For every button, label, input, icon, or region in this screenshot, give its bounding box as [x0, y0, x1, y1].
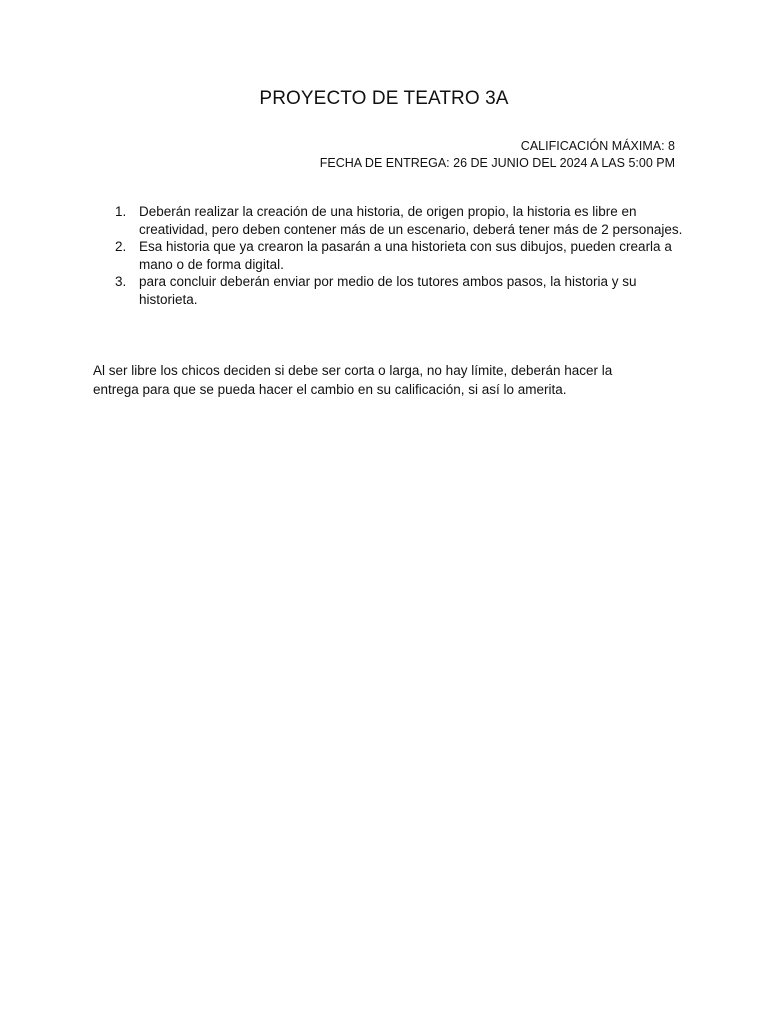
- instructions-list: [93, 203, 683, 308]
- list-item-number: 3.: [115, 274, 127, 289]
- list-item-text: Esa historia que ya crearon la pasarán a una historieta con sus dibujos, pueden crearla a mano o de forma digital.: [139, 239, 672, 272]
- list-item-number: 1.: [115, 204, 127, 219]
- list-item: [93, 238, 683, 273]
- due-date-text: FECHA DE ENTREGA: 26 DE JUNIO DEL 2024 A LAS 5:00 PM: [319, 156, 675, 170]
- list-item-text: para concluir deberán enviar por medio de los tutores ambos pasos, la historia y su historieta.: [139, 274, 637, 307]
- list-item-text: Deberán realizar la creación de una historia, de origen propio, la historia es libre en creatividad, pero deben contener más de un escenario, deberá tener más de 2 personajes.: [139, 204, 683, 237]
- list-item: [93, 273, 683, 308]
- assignment-meta: [320, 138, 675, 172]
- page-title: PROYECTO DE TEATRO 3A: [259, 88, 509, 109]
- max-grade-text: CALIFICACIÓN MÁXIMA: 8: [520, 139, 675, 153]
- list-item-number: 2.: [115, 239, 127, 254]
- list-item: [93, 203, 683, 238]
- closing-note: Al ser libre los chicos deciden si debe ser corta o larga, no hay límite, deberán hacer la entrega para que se pueda hacer el cambio en su calificación, si así lo amerita.: [93, 363, 613, 397]
